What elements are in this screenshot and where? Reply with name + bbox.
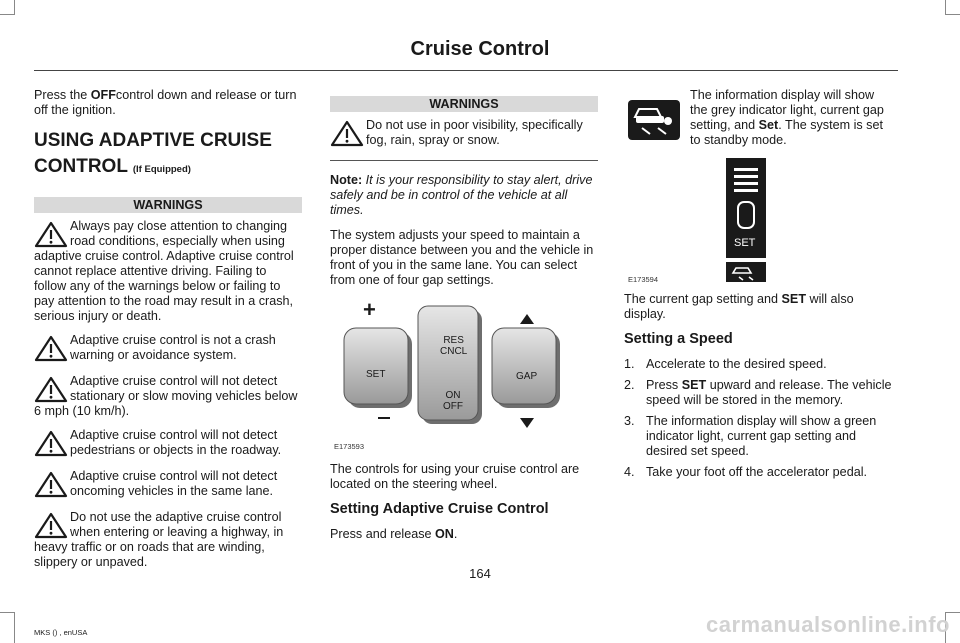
warning-item: Adaptive cruise control will not detect stationary or slow moving vehicles below 6 mph (10 km/h). [34,374,298,418]
crop-mark-bottom-left [0,612,15,643]
note-paragraph: Note: It is your responsibility to stay alert, drive safely and be in control of the vehicle at all times. [330,173,593,217]
title-divider [34,70,898,71]
column-1 [34,88,302,579]
intro-paragraph: Press the OFFcontrol down and release or turn off the ignition. [34,88,297,117]
steering-controls-figure [330,297,598,452]
list-item: 2. Press SET upward and release. The vehicle speed will be stored in the memory. [624,378,892,407]
warning-divider [330,160,598,161]
gap-display-paragraph: The current gap setting and SET will also display. [624,292,854,321]
figure-code: E173593 [334,442,365,451]
warning-item: Do not use in poor visibility, specifically fog, rain, spray or snow. [330,118,598,150]
crop-mark-top-right [945,0,960,15]
column-3 [624,88,892,486]
figure-code: E173594 [628,275,659,284]
page-title: Cruise Control [410,38,550,60]
gap-paragraph: The system adjusts your speed to maintain a proper distance between you and the vehicle in front of you in the same lane. You can select from one of four gap settings. [330,228,594,287]
warning-triangle-icon [34,511,68,539]
set-display-label: SET [734,237,756,249]
warning-item: Adaptive cruise control will not detect pedestrians or objects in the roadway. [34,428,302,460]
warnings-header: WARNINGS [34,197,302,213]
warning-triangle-icon [34,220,68,248]
list-item: 4. Take your foot off the accelerator pedal. [624,465,867,479]
display-figure [624,158,892,288]
plus-label: + [363,297,376,322]
info-display-block [624,88,892,148]
press-paragraph: Press and release ON. [330,527,458,541]
list-item: 3. The information display will show a green indicator light, current gap setting and desired set speed. [624,414,877,458]
set-button-label: SET [366,369,386,380]
crop-mark-top-left [0,0,15,15]
list-item: 1. Accelerate to the desired speed. [624,357,827,371]
gap-button-label: GAP [516,371,538,382]
warning-item: Always pay close attention to changing road conditions, especially when using adaptive cruise control. Adaptive cruise control cannot replace attentive driving. Failing to follow any of the warnings below or failing to pay attention to the road may result in a crash, serious injury or death. [34,219,294,323]
subheading-setting-acc: Setting Adaptive Cruise Control [330,501,549,517]
warning-triangle-icon [34,470,68,498]
info-paragraph: The information display will show the grey indicator light, current gap setting, and Set. The system is set to standby mode. [690,88,884,147]
warning-triangle-icon [330,119,364,147]
warning-triangle-icon [34,429,68,457]
warning-item: Adaptive cruise control is not a crash warning or avoidance system. [34,333,302,365]
res-cncl-button-label: RES CNCL [440,335,468,357]
warning-triangle-icon [34,375,68,403]
page-number: 164 [469,566,491,581]
watermark: carmanualsonline.info [706,612,950,637]
acc-indicator-icon [628,100,680,140]
warning-item: Do not use the adaptive cruise control when entering or leaving a highway, in heavy traffic or on roads that are winding, slippery or unpaved. [34,510,284,569]
steps-list [624,357,892,480]
warning-item: Adaptive cruise control will not detect oncoming vehicles in the same lane. [34,469,302,501]
subheading-setting-speed: Setting a Speed [624,331,733,347]
document-code: MKS () , enUSA [34,628,88,637]
gap-display-illustration [726,158,766,282]
caption-paragraph: The controls for using your cruise control are located on the steering wheel. [330,462,580,491]
on-off-button-label: ON OFF [443,390,463,412]
warning-triangle-icon [34,334,68,362]
column-2 [330,88,598,552]
section-heading: USING ADAPTIVE CRUISE CONTROL (If Equipped) [34,130,272,177]
warnings-header: WARNINGS [330,96,598,112]
